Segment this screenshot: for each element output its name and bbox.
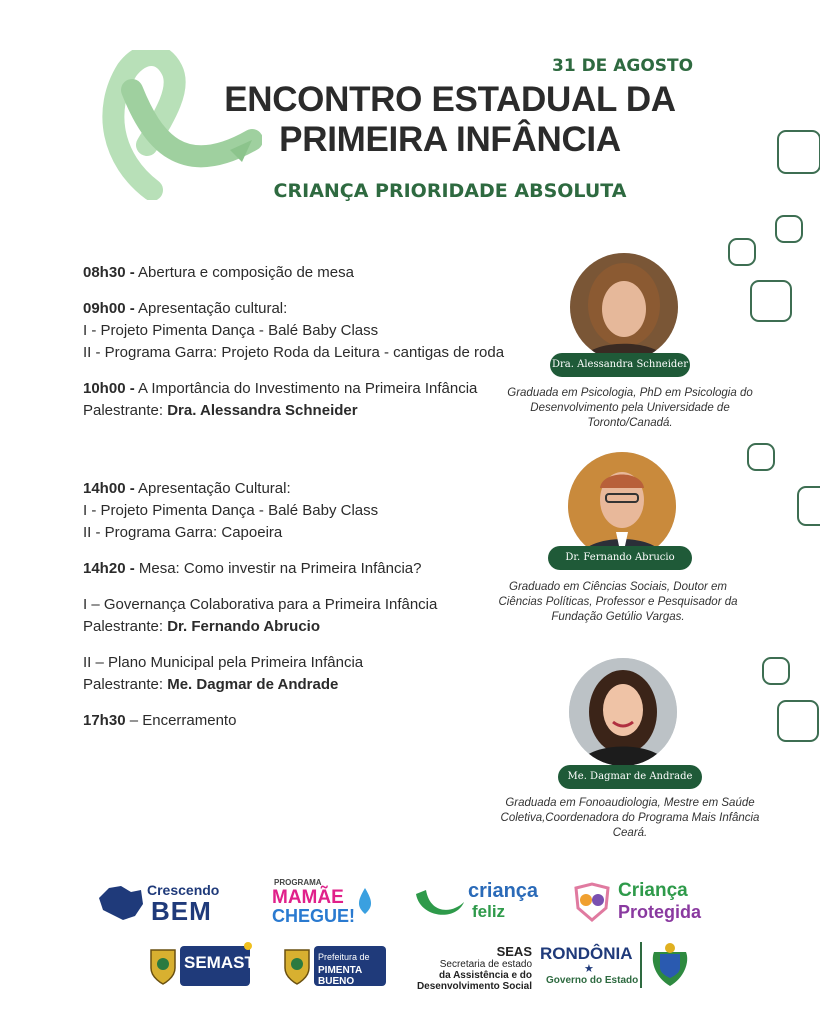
- decorative-square: [777, 130, 820, 174]
- logo-pimenta-bueno: Prefeitura de PIMENTA BUENO: [282, 944, 388, 990]
- schedule-subitem: I - Projeto Pimenta Dança - Balé Baby Class: [83, 502, 379, 519]
- schedule-item: 10h00 - A Importância do Investimento na Primeira Infância: [83, 380, 478, 397]
- speaker-photo: [569, 658, 677, 766]
- schedule-speaker: Palestrante: Dr. Fernando Abrucio: [83, 618, 321, 635]
- decorative-square: [762, 657, 790, 685]
- logo-seas: SEAS Secretaria de estado da Assistência e do Desenvolvimento Social: [416, 944, 532, 992]
- smile-swoosh-icon: [412, 884, 466, 924]
- divider: [640, 942, 642, 988]
- decorative-square: [750, 280, 792, 322]
- speaker-bio: Graduado em Ciências Sociais, Doutor em Ciências Políticas, Professor e Pesquisador da Fundação Getúlio Vargas.: [498, 581, 738, 623]
- logo-crianca-feliz: criança feliz: [412, 880, 542, 926]
- schedule-subitem: II - Programa Garra: Capoeira: [83, 524, 283, 541]
- title-line-1: ENCONTRO ESTADUAL DA: [224, 80, 676, 119]
- schedule-item: 17h30 – Encerramento: [83, 712, 237, 729]
- speaker-photo: [570, 253, 678, 361]
- star-icon: ★: [584, 963, 594, 975]
- state-coat-of-arms-icon: [648, 942, 692, 988]
- event-date: 31 DE AGOSTO: [552, 56, 694, 76]
- logo-rondonia: RONDÔNIA ★ Governo do Estado: [540, 942, 700, 992]
- logo-crianca-protegida: Criança Protegida: [572, 880, 712, 926]
- person-portrait-icon: [568, 452, 676, 560]
- schedule-item: 14h00 - Apresentação Cultural:: [83, 480, 291, 497]
- schedule-speaker: Palestrante: Me. Dagmar de Andrade: [83, 676, 339, 693]
- speaker-photo: [568, 452, 676, 560]
- speaker-bio: Graduada em Fonoaudiologia, Mestre em Saúde Coletiva,Coordenadora do Programa Mais Infância Ceará.: [500, 797, 760, 839]
- person-portrait-icon: [569, 658, 677, 766]
- decorative-square: [747, 443, 775, 471]
- decorative-square: [775, 215, 803, 243]
- schedule-item: 14h20 - Mesa: Como investir na Primeira Infância?: [83, 560, 422, 577]
- speaker-name-tag: Me. Dagmar de Andrade: [558, 765, 702, 789]
- schedule-subitem: II – Plano Municipal pela Primeira Infância: [83, 654, 364, 671]
- coat-of-arms-icon: [148, 946, 178, 986]
- page-title: [200, 80, 700, 160]
- schedule-subitem: I – Governança Colaborativa para a Primeira Infância: [83, 596, 438, 613]
- state-map-icon: [95, 880, 145, 924]
- logo-semast: SEMAST: [148, 944, 252, 990]
- decorative-square: [777, 700, 819, 742]
- speaker-name-tag: Dr. Fernando Abrucio: [548, 546, 692, 570]
- logo-crescendo-bem: Crescendo BEM: [95, 880, 235, 926]
- schedule-subitem: II - Programa Garra: Projeto Roda da Leitura - cantigas de roda: [83, 344, 505, 361]
- schedule-speaker: Palestrante: Dra. Alessandra Schneider: [83, 402, 358, 419]
- schedule-item: 09h00 - Apresentação cultural:: [83, 300, 288, 317]
- title-line-2: PRIMEIRA INFÂNCIA: [279, 120, 621, 159]
- schedule-item: 08h30 - Abertura e composição de mesa: [83, 264, 354, 281]
- speaker-bio: Graduada em Psicologia, PhD em Psicologia do Desenvolvimento pela Universidade de Toronto/Canadá.: [507, 387, 753, 429]
- decorative-square: [797, 486, 820, 526]
- schedule-subitem: I - Projeto Pimenta Dança - Balé Baby Class: [83, 322, 379, 339]
- yellow-dot-icon: [244, 942, 252, 950]
- logo-mamae-chegue: PROGRAMA MAMÃE CHEGUE!: [272, 878, 382, 928]
- decorative-square: [728, 238, 756, 266]
- coat-of-arms-icon: [282, 946, 312, 986]
- shield-faces-icon: [572, 882, 612, 922]
- page-subtitle: CRIANÇA PRIORIDADE ABSOLUTA: [273, 180, 627, 202]
- person-portrait-icon: [570, 253, 678, 361]
- schedule: [83, 262, 543, 732]
- speaker-name-tag: Dra. Alessandra Schneider: [550, 353, 690, 377]
- drop-icon: [354, 886, 376, 916]
